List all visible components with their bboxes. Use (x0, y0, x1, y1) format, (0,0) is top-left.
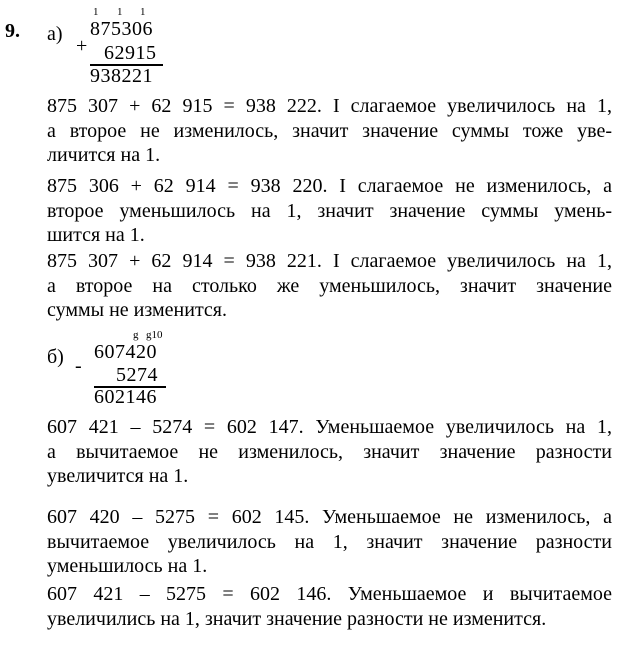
explanation-line: 875 307 + 62 915 = 938 222. I слагаемое увеличилось на 1, (47, 95, 612, 117)
explanation-line: а второе на столько же уменьшилось, значит значение (47, 274, 612, 297)
explanation-line: увеличились на 1, значит значение разности не изменится. (47, 607, 547, 630)
carry-mark: 1 (93, 6, 99, 18)
subtrahend: 5274 (116, 364, 158, 386)
part-b-label: б) (47, 346, 64, 368)
explanation-b2 (47, 505, 612, 579)
explanation-a1 (47, 94, 612, 168)
explanation-line: уменьшилось на 1. (47, 555, 208, 577)
explanation-line: личится на 1. (47, 144, 161, 166)
explanation-line: шится на 1. (47, 224, 145, 246)
explanation-line: 607 421 – 5275 = 602 146. Уменьшаемое и вычитаемое (47, 583, 612, 605)
sum-result: 938221 (90, 65, 153, 87)
part-a-label: а) (47, 23, 63, 45)
explanation-b1 (47, 415, 612, 489)
explanation-line: а второе не изменилось, значит значение суммы тоже уве- (47, 119, 612, 142)
carry-mark: 1 (117, 6, 123, 18)
plus-sign: + (76, 35, 88, 57)
borrow-mark: g (133, 329, 139, 341)
minuend: 607420 (94, 341, 157, 363)
explanation-b3 (47, 582, 612, 631)
explanation-line: суммы не изменится. (47, 299, 227, 321)
carry-mark: 1 (140, 6, 146, 18)
explanation-a3 (47, 249, 612, 323)
borrow-mark: g10 (146, 329, 163, 341)
difference-result: 602146 (94, 386, 157, 408)
explanation-line: а вычитаемое не изменилось, значит значение разности (47, 440, 612, 463)
explanation-line: 875 307 + 62 914 = 938 221. I слагаемое увеличилось на 1, (47, 250, 612, 272)
explanation-line: увеличится на 1. (47, 465, 189, 487)
explanation-line: 875 306 + 62 914 = 938 220. I слагаемое не изменилось, а (47, 175, 612, 197)
explanation-line: 607 420 – 5275 = 602 145. Уменьшаемое не изменилось, а (47, 506, 612, 528)
explanation-line: вычитаемое увеличилось на 1, значит значение разности (47, 530, 612, 553)
explanation-line: 607 421 – 5274 = 602 147. Уменьшаемое увеличилось на 1, (47, 416, 612, 438)
addend-2: 62915 (104, 42, 157, 64)
explanation-line: второе уменьшилось на 1, значит значение суммы умень- (47, 199, 612, 222)
addend-1: 875306 (90, 18, 153, 40)
explanation-a2 (47, 174, 612, 248)
minus-sign: - (75, 355, 82, 377)
problem-number: 9. (5, 20, 20, 42)
